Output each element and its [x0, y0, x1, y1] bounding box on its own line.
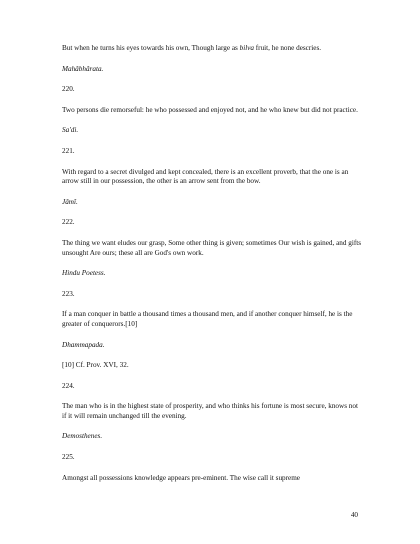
- source-attribution: Demosthenes.: [62, 432, 103, 441]
- page-body: [62, 44, 362, 494]
- source-attribution: Dhammapada.: [62, 340, 105, 349]
- quote-paragraph: The man who is in the highest state of prosperity, and who thinks his fortune is most secure, knows not if it will remain unchanged till the evening.: [62, 402, 358, 420]
- text-run: fruit, he none descries.: [253, 44, 322, 52]
- quote-paragraph: With regard to a secret divulged and kept concealed, there is an excellent proverb, that the one is an arrow still in our possession, the other is an arrow sent from the bow.: [62, 167, 349, 186]
- entry-number: 221.: [62, 146, 75, 155]
- quote-paragraph: Two persons die remorseful: he who possessed and enjoyed not, and he who knew but did not practice.: [62, 105, 358, 114]
- quote-paragraph: The thing we want eludes our grasp, Some other thing is given; sometimes Our wish is gained, and gifts unsought Are ours; these all are God's own work.: [62, 238, 362, 257]
- entry-number: 225.: [62, 453, 75, 462]
- quote-paragraph: [62, 44, 362, 54]
- entry-number: 223.: [62, 289, 75, 298]
- source-attribution: Sa'di.: [62, 126, 79, 135]
- entry-number: 224.: [62, 381, 75, 390]
- source-attribution: Hindu Poetess.: [62, 269, 106, 278]
- italic-term: bilva: [239, 44, 254, 52]
- entry-number: 222.: [62, 218, 75, 227]
- source-attribution: Jâmî.: [62, 197, 78, 206]
- quote-paragraph: If a man conquer in battle a thousand times a thousand men, and if another conquer himself, he is the greater of conquerors.[10]: [62, 310, 353, 328]
- entry-number: 220.: [62, 85, 75, 94]
- text-run: But when he turns his eyes towards his own, Though large as: [62, 44, 240, 52]
- source-attribution: Mahâbhârata.: [62, 64, 104, 73]
- page-number: 40: [350, 511, 358, 519]
- footnote: [10] Cf. Prov. XVI, 32.: [62, 361, 129, 370]
- quote-paragraph: Amongst all possessions knowledge appears pre-eminent. The wise call it supreme: [62, 473, 300, 482]
